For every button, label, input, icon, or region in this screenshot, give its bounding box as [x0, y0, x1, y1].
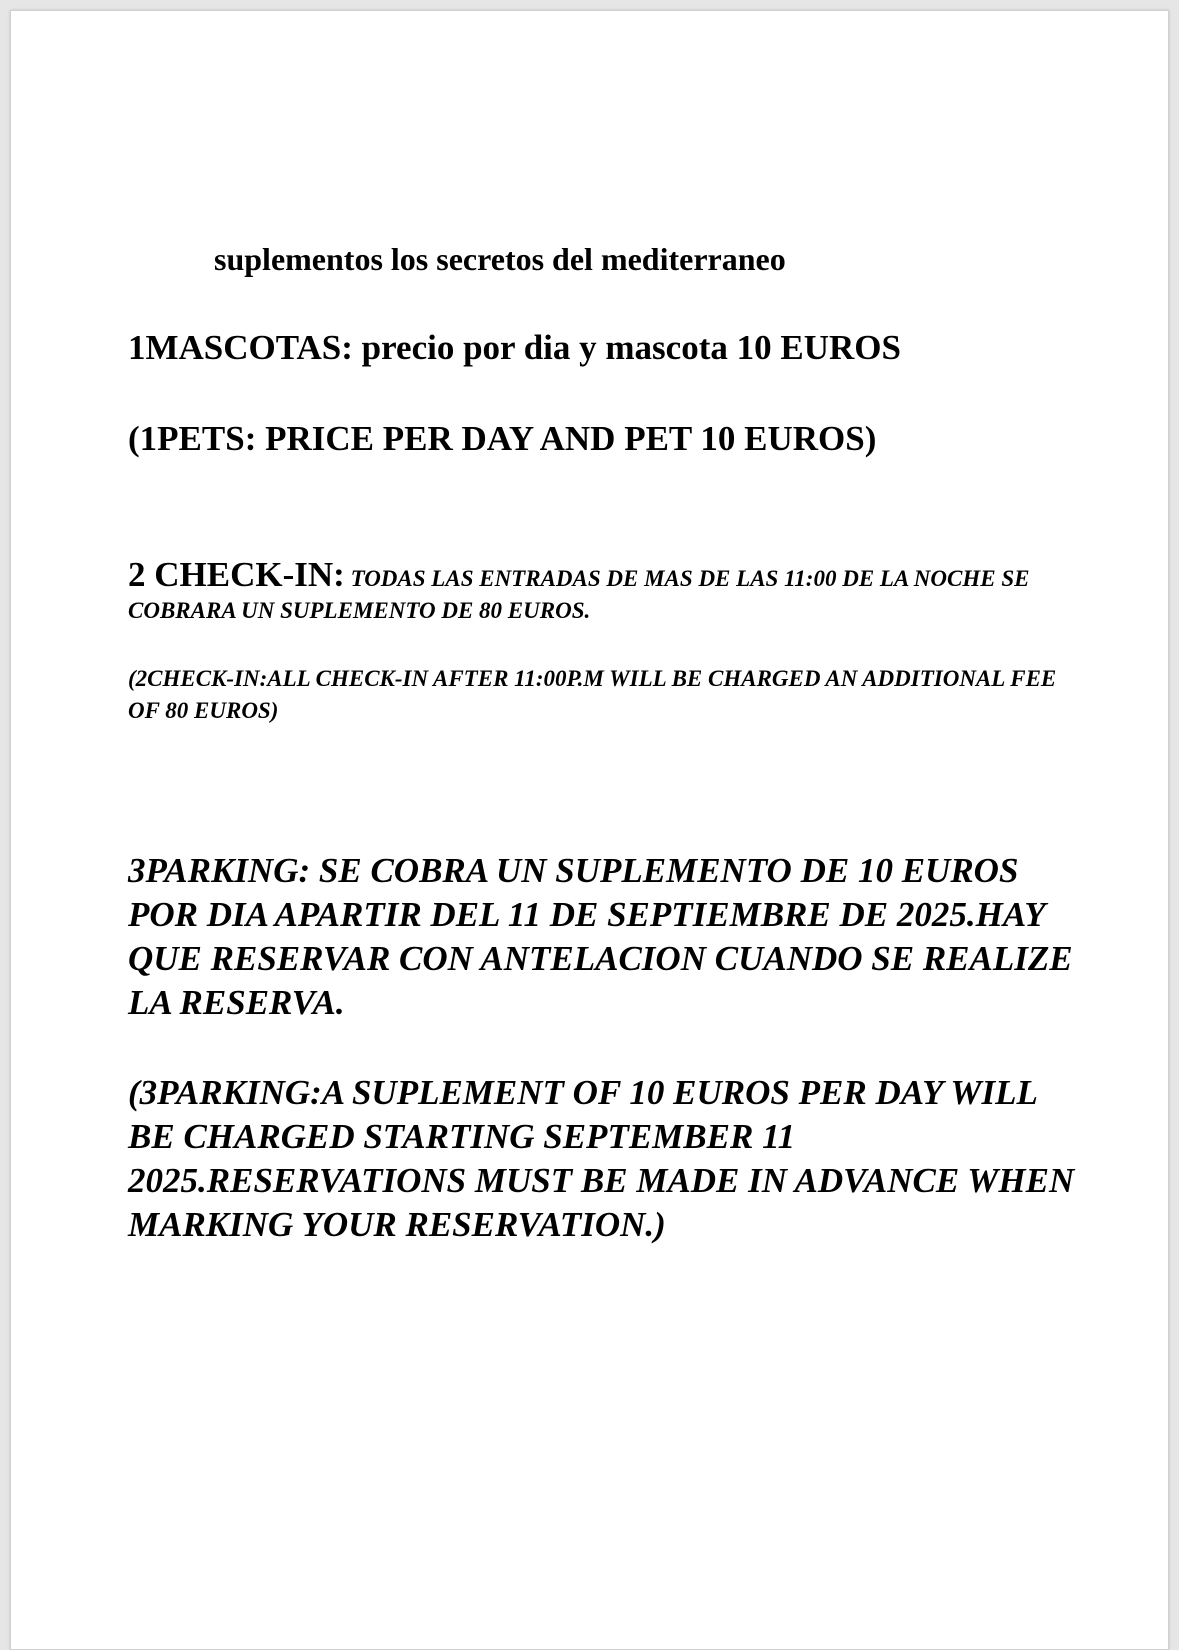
checkin-supplement-english: (2CHECK-IN:ALL CHECK-IN AFTER 11:00P.M WILL BE CHARGED AN ADDITIONAL FEE OF 80 EUROS) — [128, 666, 1057, 723]
parking-supplement-spanish: 3PARKING: SE COBRA UN SUPLEMENTO DE 10 EUROS POR DIA APARTIR DEL 11 DE SEPTIEMBRE DE 2025.HAY QUE RESERVAR CON ANTELACION CUANDO SE REALIZE LA RESERVA. — [128, 851, 1073, 1022]
checkin-supplement-spanish — [128, 555, 1088, 627]
document-page — [10, 10, 1169, 1650]
pets-supplement-spanish: 1MASCOTAS: precio por dia y mascota 10 EUROS — [128, 328, 901, 367]
document-title: suplementos los secretos del mediterraneo — [214, 241, 786, 277]
checkin-body-spanish: TODAS LAS ENTRADAS DE MAS DE LAS 11:00 DE LA NOCHE SE COBRARA UN SUPLEMENTO DE 80 EUROS. — [128, 566, 1030, 623]
checkin-heading: 2 CHECK-IN: — [128, 555, 345, 594]
parking-supplement-english: (3PARKING:A SUPLEMENT OF 10 EUROS PER DAY WILL BE CHARGED STARTING SEPTEMBER 11 2025.RESERVATIONS MUST BE MADE IN ADVANCE WHEN MARKING YOUR RESERVATION.) — [128, 1073, 1075, 1244]
pets-supplement-english: (1PETS: PRICE PER DAY AND PET 10 EUROS) — [128, 419, 877, 458]
